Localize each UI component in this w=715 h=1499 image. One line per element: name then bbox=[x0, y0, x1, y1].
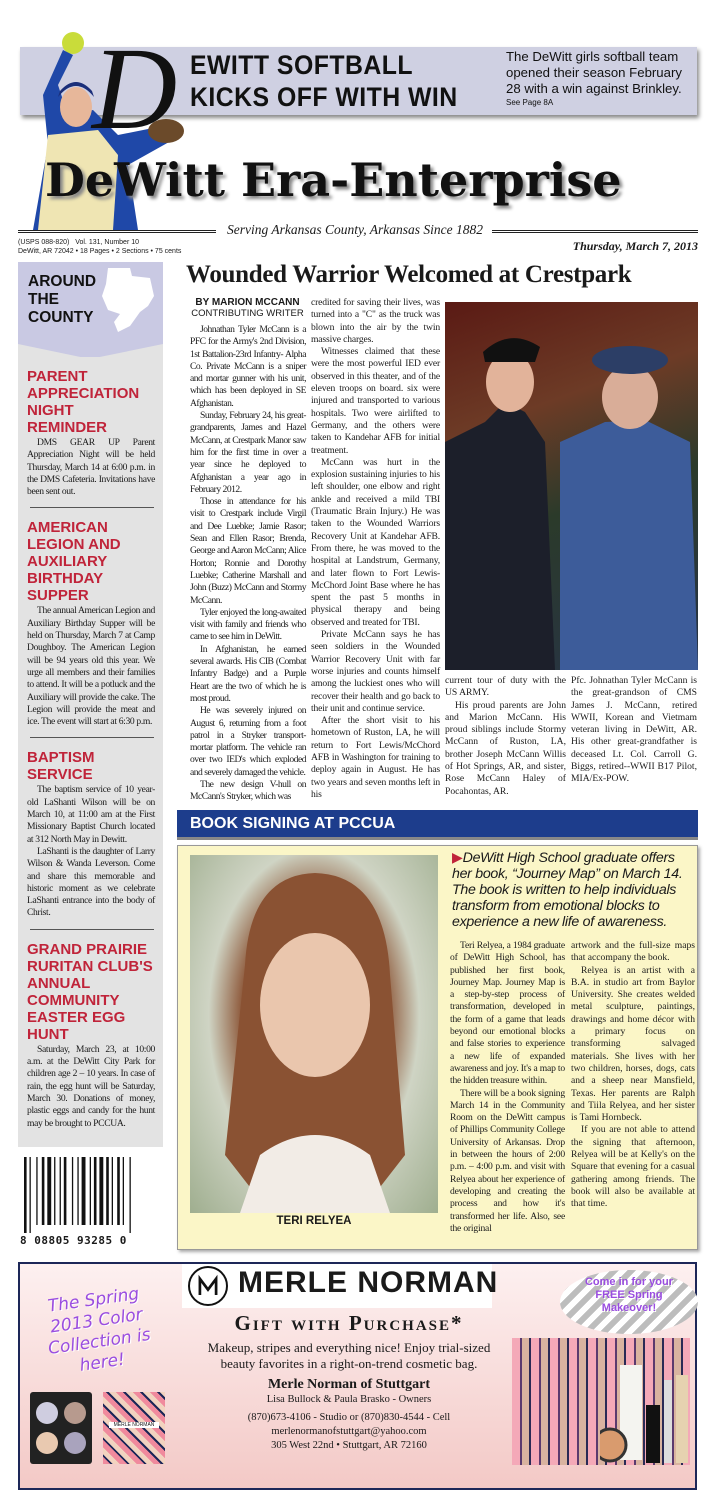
barcode-bar bbox=[42, 1157, 45, 1225]
barcode-bar bbox=[94, 1157, 97, 1225]
ad-headline: Gift with Purchase* bbox=[234, 1311, 464, 1335]
sidebar-items bbox=[27, 368, 155, 1130]
story-column-1 bbox=[190, 324, 306, 804]
owners: Lisa Bullock & Paula Brasko - Owners bbox=[266, 1394, 432, 1405]
item-text: LaShanti is the daughter of Larry Wilson & Wanda Leverson. Come and share this memorable and historic moment as we celebrate LaShanti entrance into the body of Christ. bbox=[27, 845, 155, 919]
byline-author: BY MARION MCCANN bbox=[195, 297, 300, 308]
item-heading[interactable]: PARENT APPRECIATION NIGHT REMINDER bbox=[27, 368, 140, 436]
paragraph: current tour of duty with the US ARMY. bbox=[445, 675, 566, 699]
item-heading[interactable]: BAPTISM SERVICE bbox=[27, 749, 95, 784]
item-text: Saturday, March 23, at 10:00 a.m. at the DeWitt City Park for children age 2 – 10 years. In case of rain, the egg hunt will be Saturday, March 30. Donations of money, plastic eggs and candy for the hunt may be brought to PCCUA. bbox=[27, 1043, 155, 1129]
barcode-bar bbox=[90, 1157, 91, 1225]
deck-text: DeWitt High School graduate offers her book, “Journey Map” on March 14. The book is written to help individuals transform from emotional blocks to experience a new life of awareness. bbox=[452, 850, 683, 930]
banner-headline-line1[interactable]: EWITT SOFTBALL bbox=[190, 50, 414, 80]
story-column-2 bbox=[311, 297, 440, 801]
barcode-bar bbox=[60, 1157, 61, 1225]
book-column-1 bbox=[450, 940, 565, 1235]
barcode-bar bbox=[24, 1157, 27, 1233]
color-collection-text: The Spring 2013 Color Collection is here! bbox=[46, 1284, 152, 1376]
paragraph: credited for saving their lives, was turned into a "C" as the truck was blown into the air by the twin massive charges. bbox=[311, 297, 440, 345]
pub-line-1: (USPS 088-820) Vol. 131, Number 10 bbox=[18, 239, 140, 246]
barcode-bar bbox=[112, 1157, 113, 1225]
paragraph: Tyler enjoyed the long-awaited visit with family and friends who came to see him in DeWitt. bbox=[190, 606, 306, 643]
barcode-bar bbox=[36, 1157, 37, 1225]
barcode-bar bbox=[117, 1157, 120, 1225]
triangle-right-icon: ▶ bbox=[452, 850, 463, 866]
book-column-2 bbox=[571, 940, 695, 1211]
barcode-bar bbox=[106, 1157, 109, 1225]
barcode-bar bbox=[99, 1157, 103, 1225]
divider bbox=[18, 230, 216, 234]
divider bbox=[492, 230, 698, 234]
tagline: Serving Arkansas County, Arkansas Since 1882 bbox=[227, 222, 483, 237]
barcode-bar bbox=[82, 1157, 86, 1225]
paragraph: Witnesses claimed that these were the most powerful IED ever observed in this theater, and of the eleven troops on board. six were injured and transported to various hospitals. Two were airlifted to Germany, and the others were taken to Kandehar AFB for initial treatment. bbox=[311, 346, 440, 456]
paragraph: Sunday, February 24, his great-grandparents, James and Hazel McCann, at Crestpark Manor saw him for the first time in over a year since he deployed to Afghanistan a year ago in February 2012. bbox=[190, 410, 306, 495]
paragraph: He was severely injured on August 6, returning from a foot patrol in a Stryker transport-mortar platform. The vehicle ran over two IED's which exploded and severely damaged the vehicle. bbox=[190, 705, 306, 778]
barcode bbox=[20, 1157, 160, 1233]
email-link[interactable]: merlenormanofstuttgart@yahoo.com bbox=[271, 1426, 427, 1437]
barcode-bar bbox=[130, 1157, 131, 1233]
story-headline[interactable]: Wounded Warrior Welcomed at Crestpark bbox=[186, 261, 632, 288]
item-heading[interactable]: GRAND PRAIRIE RURITAN CLUB'S ANNUAL COMMUNITY EASTER EGG HUNT bbox=[27, 940, 153, 1043]
soldier-and-veteran-photo bbox=[445, 302, 698, 670]
merle-norman-logo-icon bbox=[188, 1266, 228, 1306]
paragraph: artwork and the full-size maps that accompany the book. bbox=[571, 940, 695, 964]
byline-role: CONTRIBUTING WRITER bbox=[191, 307, 304, 319]
barcode-bar bbox=[77, 1157, 78, 1225]
section-label: AROUND THE COUNTY bbox=[28, 273, 97, 326]
banner-blurb bbox=[506, 49, 696, 108]
publication-info bbox=[18, 238, 181, 256]
teri-relyea-photo bbox=[190, 855, 438, 1213]
item-text: The baptism service of 10 year-old LaShanti Wilson will be on March 10, at 11:00 am at the First Missionary Baptist Church located at 312 North May in Dewitt. bbox=[27, 784, 155, 845]
county-map-icon bbox=[100, 266, 156, 334]
cosmetics-products-image bbox=[600, 1365, 695, 1465]
divider bbox=[30, 929, 154, 930]
paragraph: If you are not able to attend the signing that afternoon, Relyea will be at Kelly's on the Square that evening for a casual gathering among friends. The book will also be available at that time. bbox=[571, 1124, 695, 1210]
phone-numbers: (870)673-4106 - Studio or (870)830-4544 - Cell bbox=[247, 1412, 451, 1423]
photo-caption: TERI RELYEA bbox=[276, 1215, 352, 1227]
paragraph: The new design V-hull on McCann's Stryker, which was bbox=[190, 778, 306, 803]
section-title[interactable]: BOOK SIGNING AT PCCUA bbox=[190, 815, 396, 832]
item-text: DMS GEAR UP Parent Appreciation Night will be held Thursday, March 14 at 6:00 p.m. in the DMS Cafeteria. Invitations have been sent out. bbox=[27, 437, 155, 498]
see-page-link[interactable]: See Page 8A bbox=[506, 98, 554, 107]
barcode-number: 8 08805 93285 0 bbox=[20, 1234, 127, 1247]
byline bbox=[190, 298, 305, 319]
paragraph: Johnathan Tyler McCann is a PFC for the Army's 2nd Division, 1st Battalion-23rd Infantry- Alpha Co. Private McCann is a sniper and mortar gunner with his unit, which has been deployed in SE Afghanistan. bbox=[190, 324, 306, 409]
striped-compact-image bbox=[103, 1392, 165, 1464]
barcode-bar bbox=[47, 1157, 51, 1225]
sidebar-item-baptism-service[interactable] bbox=[27, 749, 155, 919]
barcode-bar bbox=[123, 1157, 124, 1225]
paragraph: His proud parents are John and Marion McCann. His proud siblings include Stormy McCann of Ruston, LA, brother Joseph McCann Willis of Hot Springs, AR, and sister, Rose McCann Haley of Pocahontas, AR. bbox=[445, 699, 566, 797]
eyeshadow-palette-image bbox=[30, 1392, 92, 1464]
paragraph: There will be a book signing March 14 in the Community Room on the DeWitt campus of Phillips Community College University of Arkansas. Drop in between the hours of 2:00 p.m. – 4:00 p.m. and visit with Relyea about her experience of developing and creating the process and how it's transformed her life. Also, see the original bbox=[450, 1087, 565, 1234]
ad-details bbox=[190, 1340, 508, 1453]
paragraph: Teri Relyea, a 1984 graduate of DeWitt High School, has published her first book, Journey Map. Journey Map is a step-by-step process of transformation, developed in the form of a game that leads beyond our emotional blocks and false stories to experience a new life of expanded awareness and joy. It's a map to the hidden treasure within. bbox=[450, 940, 565, 1087]
sidebar-item-parent-appreciation[interactable] bbox=[27, 368, 155, 498]
barcode-bar bbox=[30, 1157, 31, 1233]
paragraph: Private McCann says he has seen soldiers in the Wounded Warrior Recovery Unit with far worse injuries and counts himself among the luckiest ones who will recover their health and go back to their unit and continue service. bbox=[311, 629, 440, 714]
compact-label: MERLE NORMAN bbox=[109, 1422, 159, 1428]
story-column-3 bbox=[445, 675, 566, 798]
divider bbox=[30, 737, 154, 738]
paragraph: In Afghanistan, he earned several awards. His CIB (Combat Infantry Badge) and a Purple Heart are the two of which he is most proud. bbox=[190, 643, 306, 704]
item-heading[interactable]: AMERICAN LEGION AND AUXILIARY BIRTHDAY SUPPER bbox=[27, 519, 121, 605]
barcode-bar bbox=[72, 1157, 73, 1225]
brand-name: MERLE NORMAN bbox=[238, 1266, 499, 1299]
story-column-4 bbox=[571, 675, 697, 786]
book-deck bbox=[452, 850, 692, 930]
paragraph: McCann was hurt in the explosion sustaining injuries to his left shoulder, one elbow and right ankle and received a mild TBI (Traumatic Brain Injury.) He was taken to the Wounded Warriors Recovery Unit at Kandehar AFB. From there, he was moved to the hospital at Landstrum, Germany, and later flown to Fort Lewis- McChord Joint Base where he has spent the past 5 months in physical therapy and being observed and treated for TBI. bbox=[311, 456, 440, 628]
sidebar-item-easter-egg-hunt[interactable] bbox=[27, 941, 155, 1130]
item-text: The annual American Legion and Auxiliary Birthday Supper will be held on Thursday, March 7 at Camp Doughboy. The American Legion will be 94 years old this year. We urge all members and their families to attend. It will be a potluck and the Auxiliary will provide the cake. The Legion will provide the meat and ice. The event will start at 6:30 p.m. bbox=[27, 605, 155, 728]
paragraph: Relyea is an artist with a B.A. in studio art from Baylor University. She creates welded metal sculpture, paintings, drawings and home décor with a primary focus on transforming salvaged materials. She lives with her two children, horses, dogs, cats and a sheep near Mansfield, Texas. Her parents are Ralph and Tiila Relyea, and her sister is Tami Hornbeck. bbox=[571, 964, 695, 1124]
banner-headline-line2[interactable]: KICKS OFF WITH WIN bbox=[190, 82, 458, 112]
blurb-text: The DeWitt girls softball team opened their season February 28 with a win against Brinkley. bbox=[506, 49, 682, 96]
newspaper-nameplate: DeWitt Era-Enterprise bbox=[45, 153, 622, 207]
store-name: Merle Norman of Stuttgart bbox=[267, 1377, 431, 1392]
drop-cap: D bbox=[92, 23, 178, 154]
makeover-bubble: Come in for your FREE Spring Makeover! bbox=[560, 1270, 698, 1334]
barcode-bar bbox=[54, 1157, 55, 1225]
barcode-bar bbox=[64, 1157, 67, 1225]
pub-line-2: DeWitt, AR 72042 • 18 Pages • 2 Sections • 75 cents bbox=[18, 248, 182, 255]
issue-date: Thursday, March 7, 2013 bbox=[572, 239, 698, 253]
sidebar-item-american-legion[interactable] bbox=[27, 519, 155, 728]
ad-body: Makeup, stripes and everything nice! Enjoy trial-sized beauty favorites in a right-on-trend cosmetic bag. bbox=[207, 1340, 491, 1371]
address: 305 West 22nd • Stuttgart, AR 72160 bbox=[271, 1440, 427, 1451]
divider bbox=[30, 507, 154, 508]
paragraph: Those in attendance for his visit to Crestpark include Virgil and Dee Luebke; Jamie Rasor; Sean and Ellen Rasor; Brenda, George and Aaron McCann; Alice Horton; Ronnie and Dorothy Luebke; Catherine Marshall and John (Buzz) McCann and Stormy McCann. bbox=[190, 496, 306, 606]
paragraph: Pfc. Johnathan Tyler McCann is the great-grandson of CMS James J. McCann, retired WWII, Korean and Vietmam veteran living in DeWitt, AR. His other great-grandfather is deceased Lt. Col. Carroll G. Biggs, retired--WWII B17 Pilot, MIA/Ex-POW. bbox=[571, 675, 697, 785]
paragraph: After the short visit to his hometown of Ruston, LA, he will return to Fort Lewis/McChord AFB in Washington for training to deploy again in August. He has two years and seven months left in his bbox=[311, 715, 440, 800]
